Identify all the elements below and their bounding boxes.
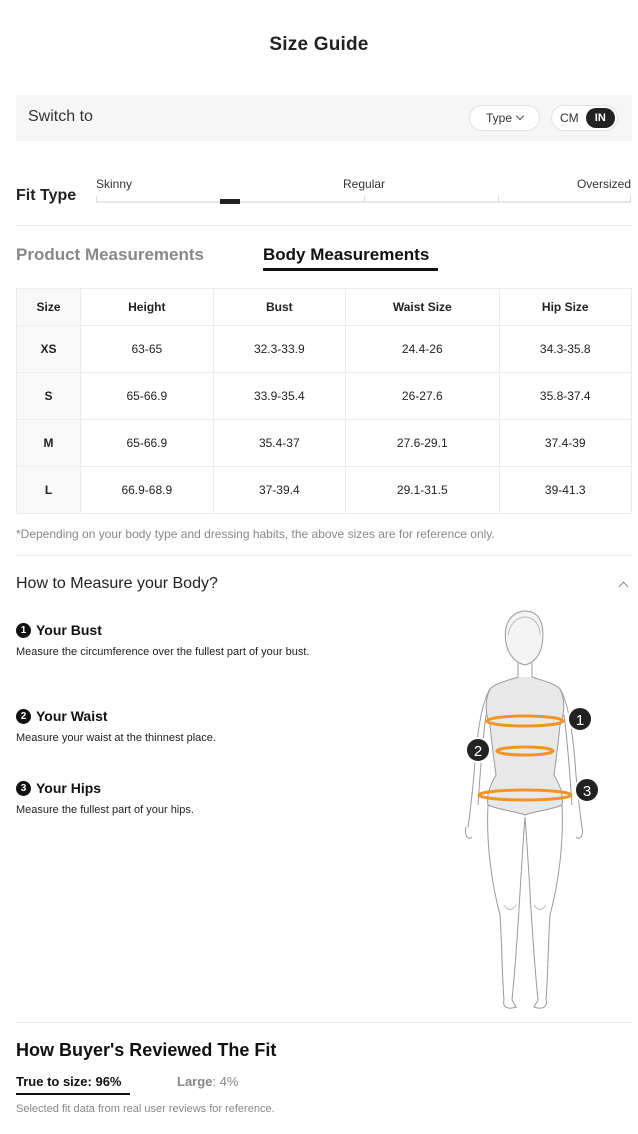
table-cell: 27.6-29.1 xyxy=(346,420,499,467)
type-dropdown-label: Type xyxy=(485,111,512,125)
active-tab-indicator xyxy=(263,268,438,271)
tab-product-measurements[interactable]: Product Measurements xyxy=(16,245,204,264)
table-cell: 24.4-26 xyxy=(346,326,499,373)
table-cell: 37-39.4 xyxy=(213,467,345,514)
female-body-outline-icon xyxy=(465,611,585,1008)
review-note: Selected fit data from real user reviews for reference. xyxy=(16,1103,275,1115)
marker-2-icon xyxy=(466,738,490,762)
table-row xyxy=(17,420,632,467)
unit-in-option[interactable]: IN xyxy=(586,108,615,128)
chevron-up-icon[interactable] xyxy=(619,582,629,592)
table-cell: 35.4-37 xyxy=(213,420,345,467)
table-cell: L xyxy=(17,467,81,514)
buyer-review-title: How Buyer's Reviewed The Fit xyxy=(16,1040,277,1060)
fit-skinny-label: Skinny xyxy=(96,177,133,191)
fit-scale-tick xyxy=(498,196,499,202)
table-header: Size xyxy=(17,289,81,326)
how-to-measure-title[interactable]: How to Measure your Body? xyxy=(16,575,218,592)
marker-label: 2 xyxy=(473,743,483,760)
marker-label: 1 xyxy=(575,712,585,729)
table-cell: S xyxy=(17,373,81,420)
measure-item-title: Your Bust xyxy=(36,622,102,638)
divider xyxy=(16,1022,632,1023)
fit-regular-label: Regular xyxy=(343,177,386,191)
number-badge-icon: 2 xyxy=(16,709,31,724)
table-header: Height xyxy=(81,289,213,326)
table-cell: 26-27.6 xyxy=(346,373,499,420)
divider xyxy=(16,225,632,226)
table-header: Waist Size xyxy=(346,289,499,326)
reference-note: *Depending on your body type and dressing habits, the above sizes are for reference only. xyxy=(16,527,495,541)
switch-bar xyxy=(16,95,632,141)
chevron-down-icon xyxy=(516,112,524,120)
size-table xyxy=(16,288,632,514)
table-cell: 39-41.3 xyxy=(499,467,632,514)
measure-item-hips xyxy=(16,780,316,817)
fit-scale-tick xyxy=(630,196,631,202)
body-measurement-figure xyxy=(430,605,630,1015)
switch-label: Switch to xyxy=(28,108,93,125)
table-row xyxy=(17,326,632,373)
table-cell: XS xyxy=(17,326,81,373)
fit-scale-marker xyxy=(220,199,240,204)
active-fit-indicator xyxy=(16,1093,130,1095)
tab-body-measurements[interactable]: Body Measurements xyxy=(263,245,430,264)
fit-scale-tick xyxy=(364,196,365,202)
measure-item-title: Your Waist xyxy=(36,708,108,724)
fit-scale-tick xyxy=(96,196,97,202)
measure-item-desc: Measure your waist at the thinnest place. xyxy=(16,732,216,744)
fit-oversized-label: Oversized xyxy=(576,177,631,191)
fit-type-label: Fit Type xyxy=(16,187,77,204)
measure-item-bust xyxy=(16,622,316,659)
marker-3-icon xyxy=(575,778,599,802)
table-cell: 33.9-35.4 xyxy=(213,373,345,420)
table-cell: 65-66.9 xyxy=(81,373,213,420)
unit-cm-option[interactable]: CM xyxy=(560,111,579,125)
measure-item-title: Your Hips xyxy=(36,780,102,796)
table-cell: 66.9-68.9 xyxy=(81,467,213,514)
divider xyxy=(16,555,632,556)
table-row xyxy=(17,373,632,420)
table-header: Hip Size xyxy=(499,289,632,326)
unit-toggle[interactable] xyxy=(551,105,618,131)
table-cell: 65-66.9 xyxy=(81,420,213,467)
table-row xyxy=(17,467,632,514)
measure-item-desc: Measure the fullest part of your hips. xyxy=(16,804,194,816)
number-badge-icon: 1 xyxy=(16,623,31,638)
table-header: Bust xyxy=(213,289,345,326)
marker-label: 3 xyxy=(582,783,592,800)
page-title: Size Guide xyxy=(269,34,369,55)
fit-large-value: : 4% xyxy=(212,1074,239,1089)
fit-true-to-size-tab[interactable]: True to size: 96% xyxy=(16,1074,122,1089)
marker-1-icon xyxy=(568,707,592,731)
type-dropdown[interactable] xyxy=(469,105,540,131)
table-cell: 37.4-39 xyxy=(499,420,632,467)
measure-item-desc: Measure the circumference over the fullest part of your bust. xyxy=(16,646,310,658)
number-badge-icon: 3 xyxy=(16,781,31,796)
table-cell: M xyxy=(17,420,81,467)
measure-item-waist xyxy=(16,708,316,745)
table-cell: 63-65 xyxy=(81,326,213,373)
table-cell: 34.3-35.8 xyxy=(499,326,632,373)
table-cell: 35.8-37.4 xyxy=(499,373,632,420)
table-header-row xyxy=(17,289,632,326)
fit-large-label: Large xyxy=(177,1074,213,1089)
table-cell: 29.1-31.5 xyxy=(346,467,499,514)
table-cell: 32.3-33.9 xyxy=(213,326,345,373)
fit-large-tab[interactable] xyxy=(177,1074,238,1089)
